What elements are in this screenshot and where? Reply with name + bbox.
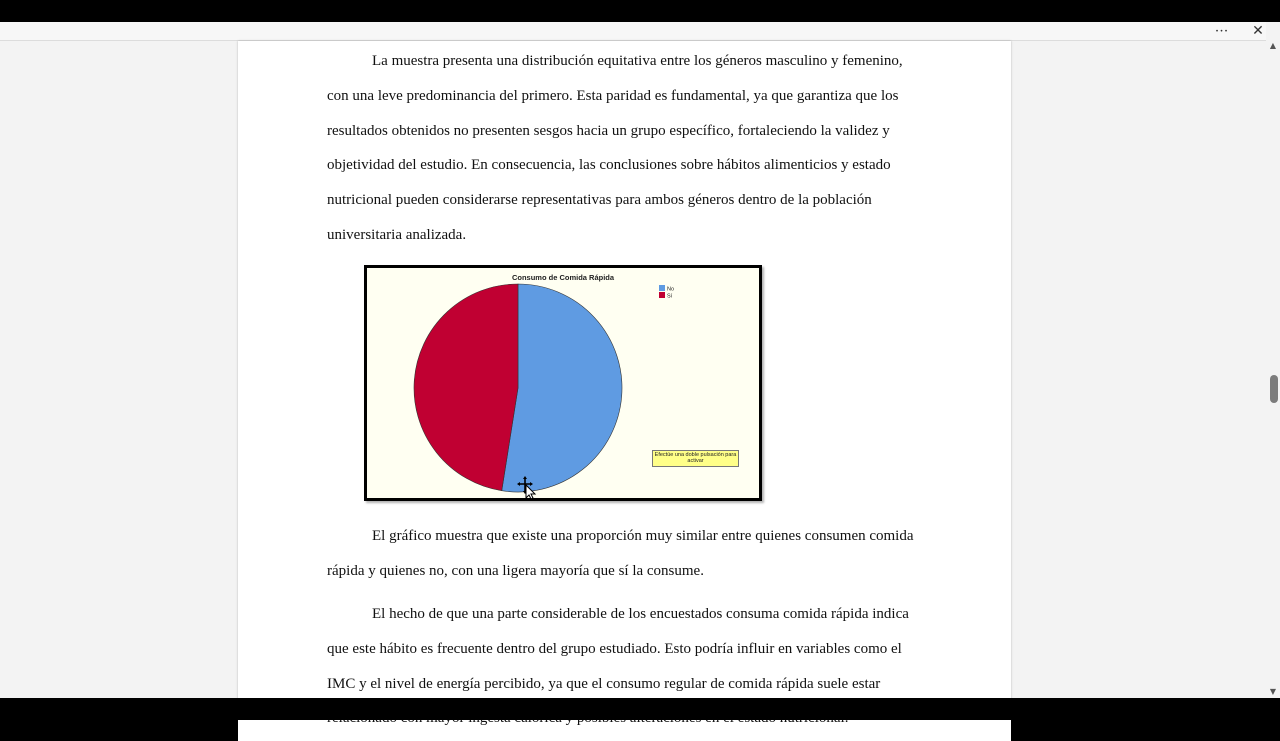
document-viewer: [0, 22, 1280, 698]
top-black-bar: [0, 0, 1280, 22]
vertical-scrollbar[interactable]: [1266, 40, 1280, 698]
legend-swatch-sí: [659, 292, 665, 298]
embedded-chart[interactable]: [364, 265, 762, 501]
close-icon: ✕: [1252, 23, 1264, 39]
legend-label-sí: Sí: [667, 293, 673, 300]
ellipsis-icon: •••: [1215, 27, 1229, 35]
scrollbar-thumb[interactable]: [1270, 375, 1278, 403]
document-page: [238, 41, 1011, 741]
close-button[interactable]: [1246, 22, 1270, 40]
chart-title: Consumo de Comida Rápida: [511, 273, 615, 282]
activate-tooltip: Efectúe una doble pulsación para activar: [652, 450, 739, 467]
move-cursor-icon: [517, 476, 537, 500]
more-options-button[interactable]: [1210, 22, 1234, 40]
paragraph-2: El gráfico muestra que existe una proporción muy similar entre quienes consumen comida rápida y quienes no, con una ligera mayoría que sí la consume.: [327, 528, 914, 579]
legend-label-no: No: [667, 286, 675, 293]
paragraph-1: La muestra presenta una distribución equitativa entre los géneros masculino y femenino, con una leve predominancia del primero. Esta paridad es fundamental, ya que garantiza que los resultados obtenidos no presenten sesgos hacia un grupo específico, fortaleciendo la validez y objetividad del estudio. En consecuencia, las conclusiones sobre hábitos alimenticios y estado nutricional pueden considerarse representativas para ambos géneros dentro de la población universitaria analizada.: [327, 53, 903, 243]
scroll-down-arrow-icon[interactable]: ▼: [1269, 687, 1277, 696]
pie-slice-no: [502, 284, 622, 492]
bottom-black-bar: [0, 698, 1280, 720]
pie-slice-sí: [414, 284, 518, 491]
legend-swatch-no: [659, 285, 665, 291]
scroll-up-arrow-icon[interactable]: ▲: [1269, 41, 1277, 50]
viewer-toolbar: [0, 22, 1266, 41]
paragraph-3: El hecho de que una parte considerable de los encuestados consuma comida rápida indica que este hábito es frecuente dentro del grupo estudiado. Esto podría influir en variables como el IMC y el nivel de energía percibido, ya que el consumo regular de comida rápida suele estar: [327, 606, 909, 692]
